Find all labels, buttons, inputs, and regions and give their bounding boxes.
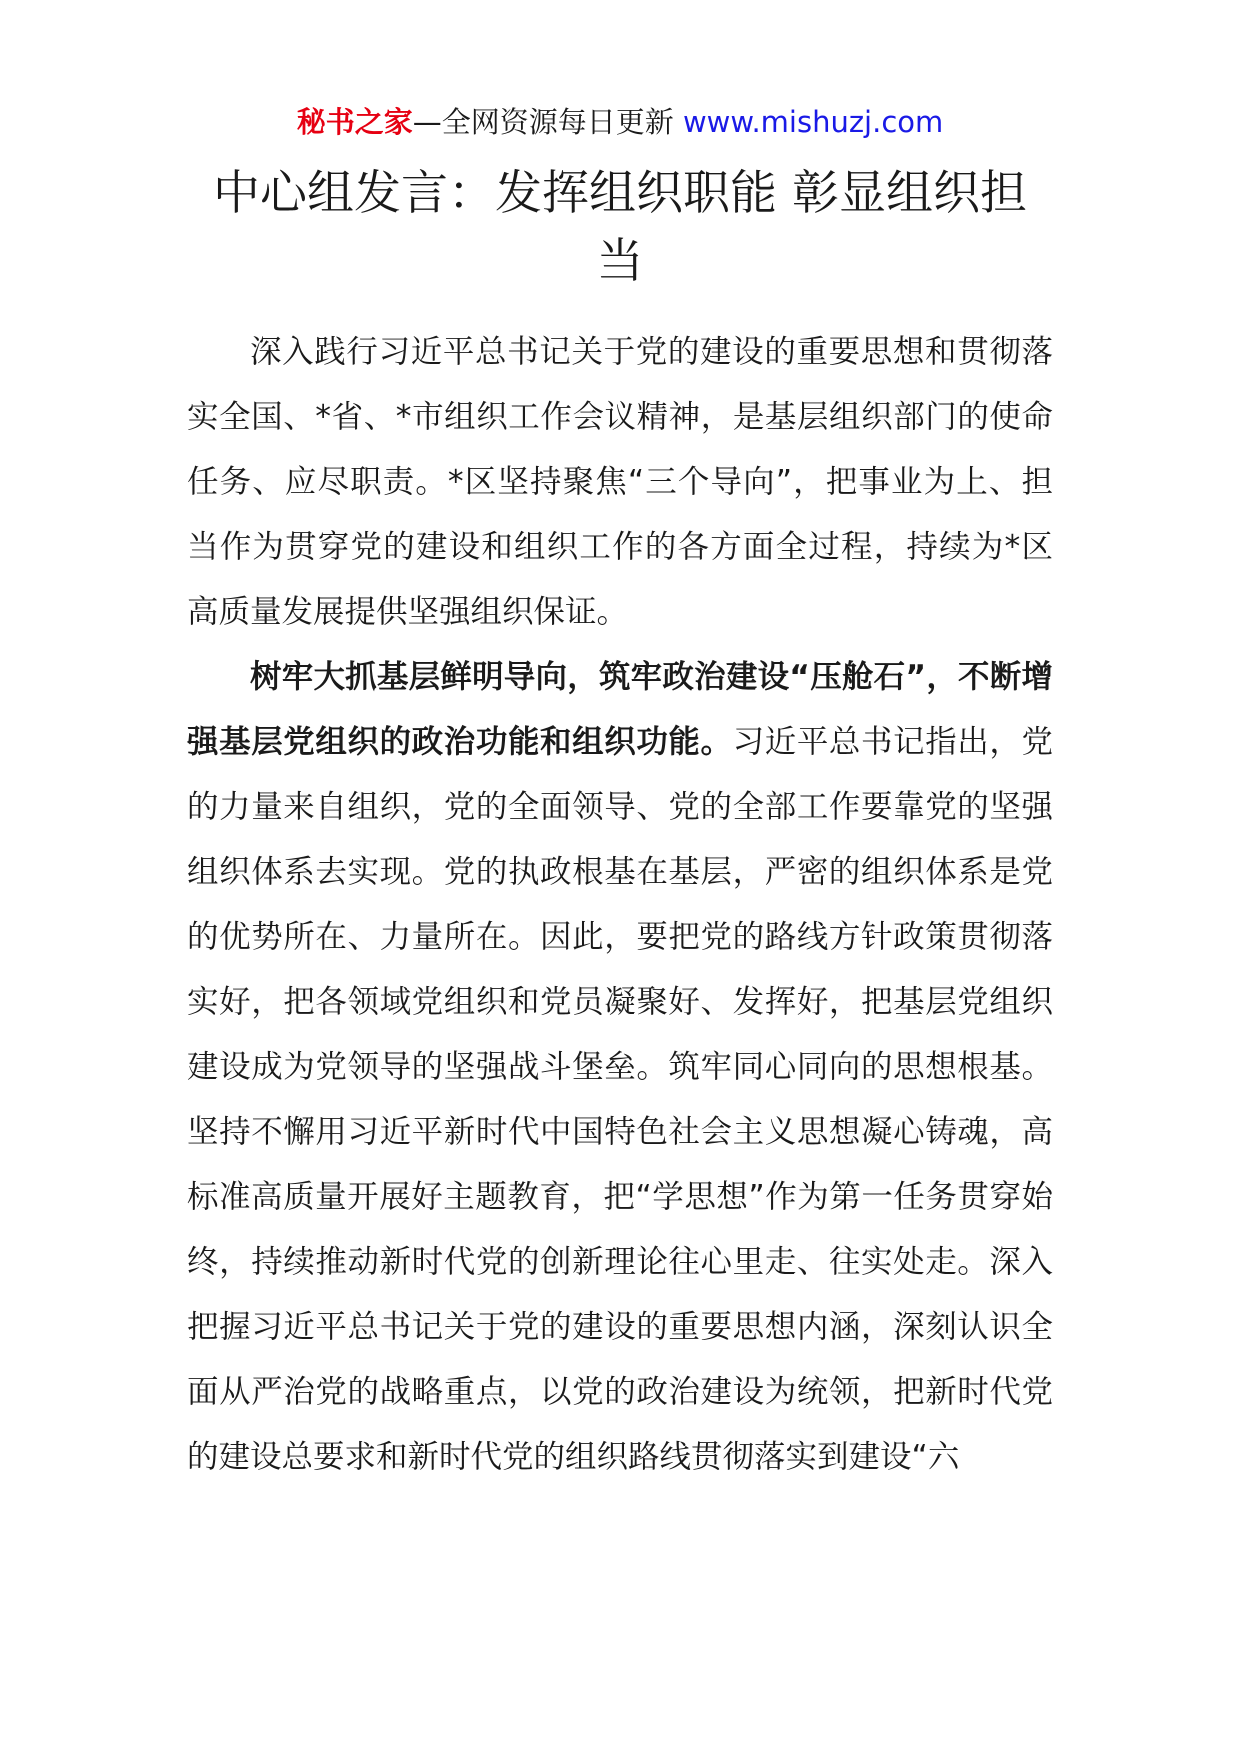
paragraph — [187, 320, 1053, 645]
paragraph-text: 深入践行习近平总书记关于党的建设的重要思想和贯彻落实全国、*省、*市组织工作会议精神，是基层组织部门的使命任务、应尽职责。*区坚持聚焦“三个导向”，把事业为上、担当作为贯穿党的建设和组织工作的各方面全过程，持续为*区高质量发展提供坚强组织保证。 — [187, 334, 1053, 630]
document-body — [187, 320, 1053, 1490]
paragraph-lead: 树牢大抓基层鲜明导向，筑牢政治建设“压舱石”，不断增强基层党组织的政治功能和组织功能。 — [187, 659, 1053, 760]
site-name: 秘书之家 — [296, 105, 413, 139]
paragraph-text: 习近平总书记指出，党的力量来自组织，党的全面领导、党的全部工作要靠党的坚强组织体系去实现。党的执政根基在基层，严密的组织体系是党的优势所在、力量所在。因此，要把党的路线方针政策贯彻落实好，把各领域党组织和党员凝聚好、发挥好，把基层党组织建设成为党领导的坚强战斗堡垒。筑牢同心同向的思想根基。坚持不懈用习近平新时代中国特色社会主义思想凝心铸魂，高标准高质量开展好主题教育，把“学思想”作为第一任务贯穿始终，持续推动新时代党的创新理论往心里走、往实处走。深入把握习近平总书记关于党的建设的重要思想内涵，深刻认识全面从严治党的战略重点，以党的政治建设为统领，把新时代党的建设总要求和新时代党的组织路线贯彻落实到建设“六 — [187, 724, 1053, 1475]
site-tagline: —全网资源每日更新 — [412, 105, 674, 139]
paragraph — [187, 645, 1053, 1490]
site-header — [0, 100, 1240, 144]
document-title: 中心组发言：发挥组织职能 彰显组织担当 — [213, 166, 1027, 289]
site-url-link[interactable]: www.mishuzj.com — [682, 105, 944, 139]
